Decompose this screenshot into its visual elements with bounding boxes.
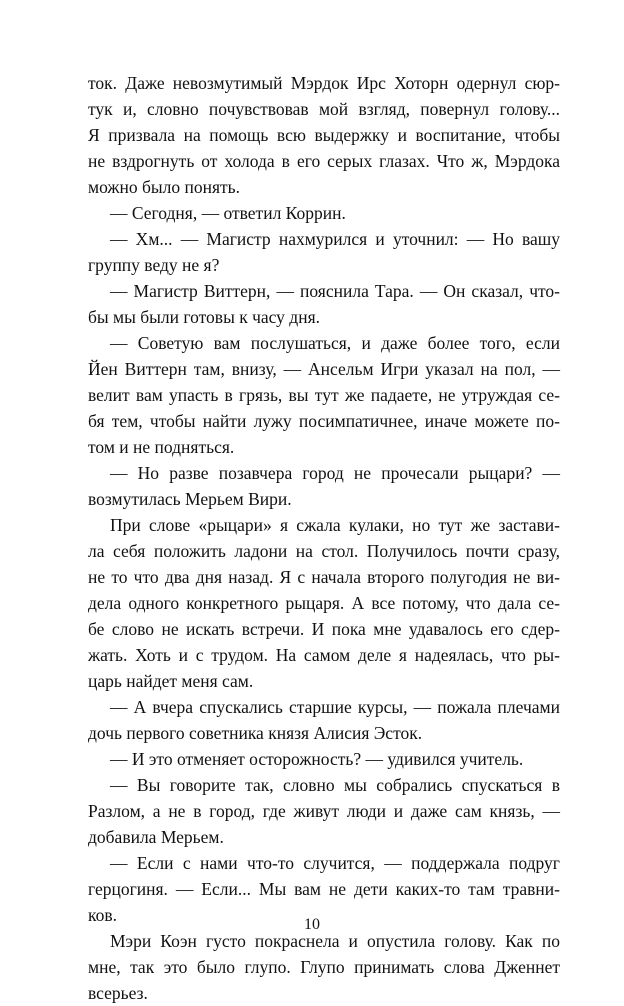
text-line: ков.: [88, 905, 118, 925]
text-line: Мэри Коэн густо покраснела и опустила голову. Как по: [110, 931, 560, 951]
text-line: бя тем, чтобы найти лужу посимпатичнее, иначе можете по-: [88, 411, 560, 431]
text-line: — Но разве позавчера город не прочесали рыцари? —: [110, 463, 560, 483]
text-line: — Вы говорите так, словно мы собрались спускаться в: [110, 775, 560, 795]
text-line: царь найдет меня сам.: [88, 671, 254, 691]
text-line: всерьез.: [88, 983, 148, 1003]
text-line: ток. Даже невозмутимый Мэрдок Ирс Хоторн одернул сюр-: [88, 73, 560, 93]
text-line: бе слово не искать встречи. И пока мне удавалось его сдер-: [88, 619, 560, 639]
text-line: жать. Хоть и с трудом. На самом деле я надеялась, что ры-: [88, 645, 560, 665]
text-line: мне, так это было глупо. Глупо принимать слова Дженнет: [88, 957, 560, 977]
text-line: — Магистр Виттерн, — пояснила Тара. — Он сказал, что-: [110, 281, 560, 301]
text-line: не то что два дня назад. Я с начала второго полугодия не ви-: [88, 567, 560, 587]
text-line: тук и, словно почувствовав мой взгляд, повернул голову...: [88, 99, 560, 119]
text-line: — А вчера спускались старшие курсы, — пожала плечами: [110, 697, 560, 717]
text-line: При слове «рыцари» я сжала кулаки, но тут же застави-: [110, 515, 560, 535]
text-line: дочь первого советника князя Алисия Эсток.: [88, 723, 423, 743]
text-line: — И это отменяет осторожность? — удивился учитель.: [110, 749, 524, 769]
text-line: Йен Виттерн там, внизу, — Ансельм Игри указал на пол, —: [88, 359, 560, 379]
text-line: — Сегодня, — ответил Коррин.: [110, 203, 346, 223]
text-line: Разлом, а не в город, где живут люди и даже сам князь, —: [88, 801, 560, 821]
text-line: возмутилась Мерьем Вири.: [88, 489, 292, 509]
text-line: — Хм... — Магистр нахмурился и уточнил: — Но вашу: [110, 229, 560, 249]
text-line: велит вам упасть в грязь, вы тут же падаете, не утруждая се-: [88, 385, 560, 405]
text-line: группу веду не я?: [88, 255, 220, 275]
text-line: герцогиня. — Если... Мы вам не дети каких-то там травни-: [88, 879, 560, 899]
text-line: Я призвала на помощь всю выдержку и воспитание, чтобы: [88, 125, 560, 145]
book-page-text: [88, 70, 560, 1006]
text-line: — Советую вам послушаться, и даже более того, если: [110, 333, 560, 353]
text-line: — Если с нами что-то случится, — поддержала подруг: [110, 853, 560, 873]
text-line: дела одного конкретного рыцаря. А все потому, что дала се-: [88, 593, 560, 613]
text-line: добавила Мерьем.: [88, 827, 224, 847]
page-number: 10: [304, 916, 320, 933]
text-line: можно было понять.: [88, 177, 241, 197]
text-line: том и не подняться.: [88, 437, 235, 457]
text-line: ла себя положить ладони на стол. Получилось почти сразу,: [88, 541, 560, 561]
text-line: бы мы были готовы к часу дня.: [88, 307, 321, 327]
text-line: не вздрогнуть от холода в его серых глазах. Что ж, Мэрдока: [88, 151, 560, 171]
